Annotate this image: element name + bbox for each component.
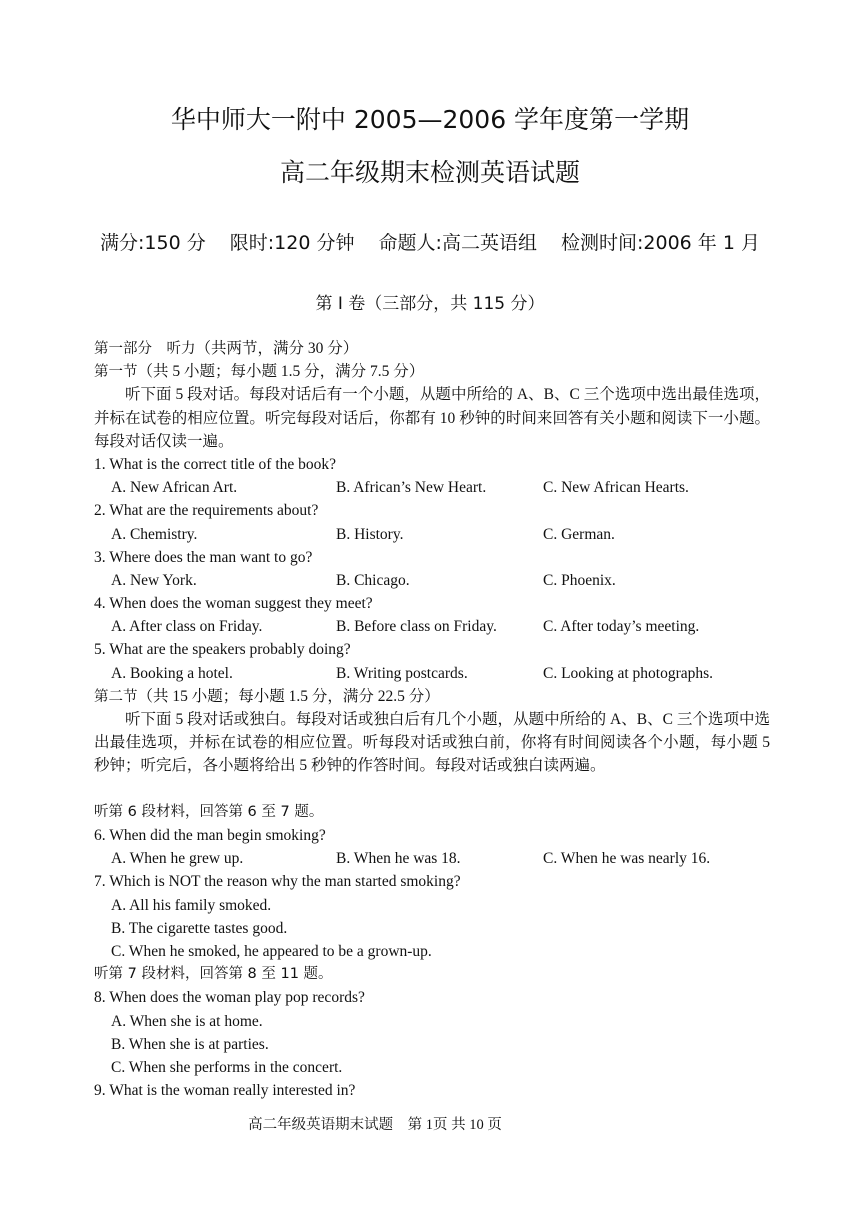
option-b: B. History. — [336, 525, 404, 543]
document-body — [94, 337, 770, 1102]
material-6-heading: 听第 6 段材料，回答第 6 至 7 题。 — [94, 803, 324, 820]
question-4-options — [94, 615, 770, 638]
document-title-line2: 高二年级期末检测英语试题 — [279, 158, 580, 187]
option-a: A. When she is at home. — [111, 1012, 263, 1030]
option-b: B. African’s New Heart. — [336, 479, 487, 497]
part1-title: 第一部分 听力 — [94, 341, 196, 357]
question-4: 4. When does the woman suggest they meet? — [94, 595, 373, 613]
option-b: B. Before class on Friday. — [336, 618, 497, 636]
question-3: 3. Where does the man want to go? — [94, 548, 313, 566]
exam-meta — [0, 228, 860, 255]
meta-date: 检测时间:2006 年 1 月 — [561, 232, 760, 254]
section2-note: （共 15 小题；每小题 1.5 分，满分 22.5 分） — [137, 687, 440, 705]
option-a: A. All his family smoked. — [111, 896, 272, 914]
question-2: 2. What are the requirements about? — [94, 502, 319, 520]
option-c: C. Phoenix. — [543, 571, 616, 589]
material-7-heading: 听第 7 段材料，回答第 8 至 11 题。 — [94, 966, 333, 983]
option-c: C. After today’s meeting. — [543, 618, 700, 636]
question-6: 6. When did the man begin smoking? — [94, 827, 326, 845]
option-b: B. Chicago. — [336, 571, 410, 589]
section1-title: 第一节 — [94, 364, 138, 381]
option-c: C. When he was nearly 16. — [543, 850, 711, 868]
section2-heading — [94, 685, 770, 708]
option-b: B. Writing postcards. — [336, 664, 468, 682]
section2-instructions: 听下面 5 段对话或独白。每段对话或独白后有几个小题，从题中所给的 A、B、C 三个选项中选出最佳选项，并标在试卷的相应位置。听每段对话或独白前，你将有时间阅读各个小题，每小题 5 秒钟；听完后，各小题将给出 5 秒钟的作答时间。每段对话或独白读两遍。 — [94, 711, 770, 775]
meta-time-limit: 限时:120 分钟 — [229, 232, 355, 254]
question-8: 8. When does the woman play pop records? — [94, 989, 365, 1007]
meta-author: 命题人:高二英语组 — [378, 232, 537, 254]
option-a: A. When he grew up. — [111, 850, 244, 868]
question-6-options — [94, 847, 770, 870]
option-a: A. Chemistry. — [111, 525, 198, 543]
option-a: A. New York. — [111, 571, 197, 589]
section1-note: （共 5 小题；每小题 1.5 分，满分 7.5 分） — [137, 363, 425, 381]
option-a: A. New African Art. — [111, 479, 238, 497]
volume-title: 第 I 卷（三部分，共 115 分） — [315, 294, 545, 314]
document-title-line1: 华中师大一附中 2005—2006 学年度第一学期 — [170, 105, 690, 134]
section2-title: 第二节 — [94, 688, 138, 705]
part1-note: （共两节，满分 30 分） — [195, 340, 359, 357]
option-c: C. New African Hearts. — [543, 479, 689, 497]
section1-instructions: 听下面 5 段对话。每段对话后有一个小题，从题中所给的 A、B、C 三个选项中选出最佳选项，并标在试卷的相应位置。听完每段对话后，你都有 10 秒钟的时间来回答有关小题和阅读下一小题。每段对话仅读一遍。 — [94, 386, 770, 450]
section1-heading — [94, 360, 770, 383]
option-a: A. After class on Friday. — [111, 618, 263, 636]
question-1-options — [94, 476, 770, 499]
question-1: 1. What is the correct title of the book? — [94, 455, 337, 473]
option-c: C. German. — [543, 525, 615, 543]
option-b: B. When he was 18. — [336, 850, 461, 868]
option-a: A. Booking a hotel. — [111, 664, 233, 682]
question-3-options — [94, 569, 770, 592]
question-7: 7. Which is NOT the reason why the man started smoking? — [94, 873, 461, 891]
option-c: C. When she performs in the concert. — [111, 1058, 343, 1076]
question-5: 5. What are the speakers probably doing? — [94, 641, 351, 659]
option-c: C. Looking at photographs. — [543, 664, 714, 682]
option-c: C. When he smoked, he appeared to be a grown-up. — [111, 942, 432, 960]
meta-score: 满分:150 分 — [100, 232, 206, 254]
question-9: 9. What is the woman really interested in? — [94, 1082, 356, 1100]
option-b: B. When she is at parties. — [111, 1035, 269, 1053]
page-footer: 高二年级英语期末试题 第 1页 共 10 页 — [248, 1117, 502, 1133]
question-2-options — [94, 523, 770, 546]
option-b: B. The cigarette tastes good. — [111, 919, 288, 937]
question-5-options — [94, 662, 770, 685]
part1-heading — [94, 337, 770, 360]
